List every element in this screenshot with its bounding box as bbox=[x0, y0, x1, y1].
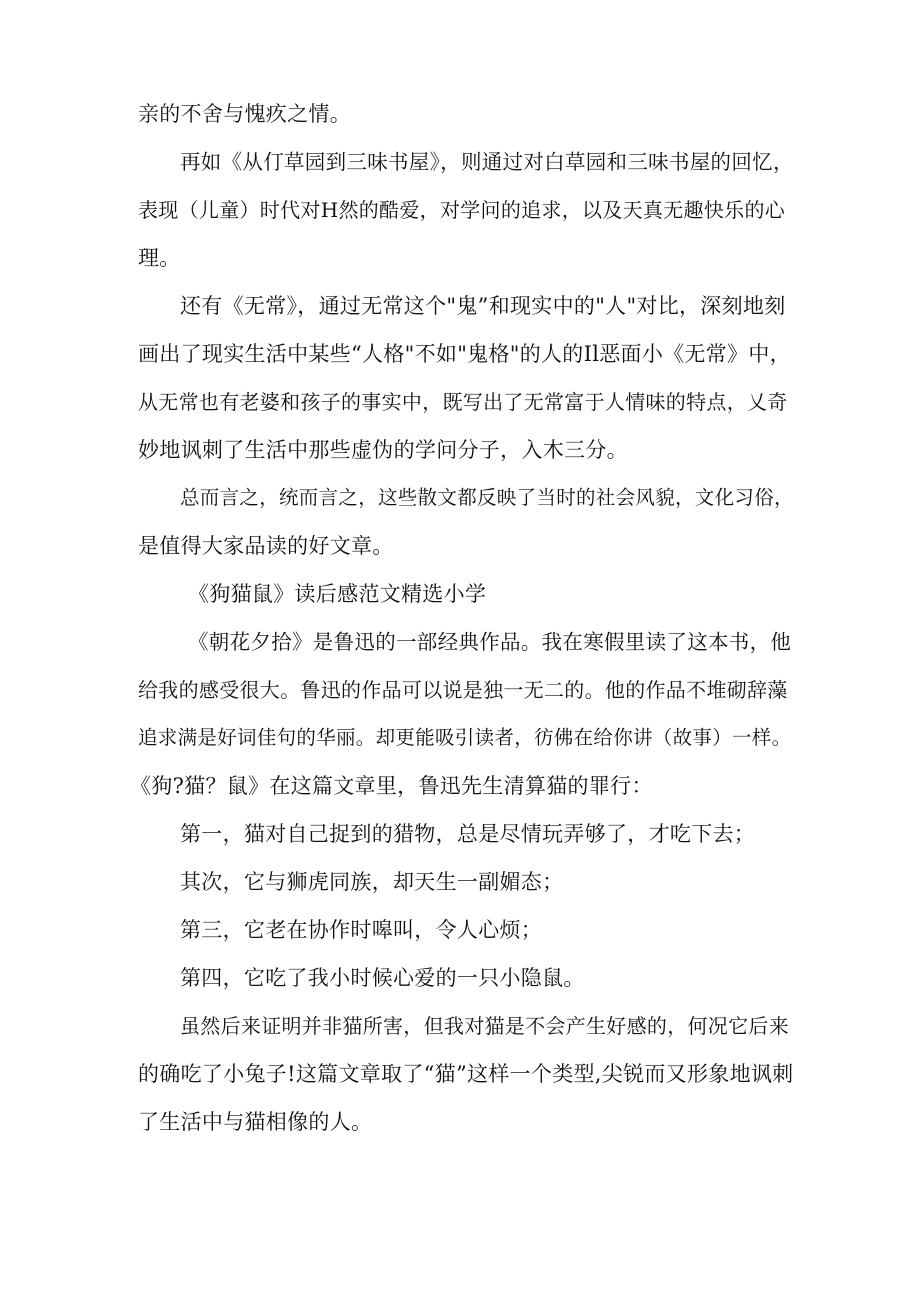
text-line: 的确吃了小兔子!这篇文章取了“猫”这样一个类型,尖锐而又形象地讽刺 bbox=[138, 1062, 794, 1086]
text-line: 表现（儿童）时代对H然的酷爱，对学问的追求，以及天真无趣快乐的心 bbox=[138, 198, 786, 222]
text-line: 总而言之，统而言之，这些散文都反映了当时的社会风貌，文化习俗， bbox=[180, 486, 794, 509]
text-line: 画出了现实生活中某些“人格"不如"鬼格"的人的Il恶面小《无常》中， bbox=[138, 342, 791, 366]
text-line: 其次，它与狮虎同族，却天生一副媚态； bbox=[180, 870, 564, 894]
text-line: 还有《无常》，通过无常这个"鬼”和现实中的"人"对比，深刻地刻 bbox=[180, 294, 786, 318]
text-line: 给我的感受很大。鲁迅的作品可以说是独一无二的。他的作品不堆砌辞藻 bbox=[138, 678, 788, 702]
text-line: 了生活中与猫相像的人。 bbox=[138, 1110, 373, 1134]
text-line: 第一，猫对自己捉到的猎物，总是尽情玩弄够了，才吃下去； bbox=[180, 822, 756, 846]
text-line: 第三，它老在协作时嗥叫，令人心烦； bbox=[180, 918, 543, 942]
text-line: 再如《从仃草园到三味书屋》，则通过对白草园和三味书屋的回忆， bbox=[180, 150, 794, 174]
text-line: 《朝花夕拾》是鲁迅的一部经典作品。我在寒假里读了这本书，他 bbox=[188, 630, 792, 654]
text-line: 是值得大家品读的好文章。 bbox=[138, 534, 394, 558]
text-line: 《狗?猫？鼠》在这篇文章里，鲁迅先生清算猫的罪行： bbox=[130, 774, 653, 798]
text-line: 追求满是好词佳句的华丽。却更能吸引读者，彷佛在给你讲（故事）一样。 bbox=[138, 726, 792, 749]
text-line: 妙地讽刺了生活中那些虚伪的学问分子，入木三分。 bbox=[138, 438, 628, 462]
text-line: 从无常也有老婆和孩子的事实中，既写出了无常富于人情味的特点，乂奇 bbox=[138, 390, 788, 414]
section-heading: 《狗猫鼠》读后感范文精选小学 bbox=[188, 582, 487, 606]
text-line: 虽然后来证明并非猫所害，但我对猫是不会产生好感的，何况它后来 bbox=[180, 1014, 789, 1038]
text-line: 第四，它吃了我小时候心爱的一只小隐鼠。 bbox=[180, 966, 585, 990]
text-line: 理。 bbox=[138, 246, 181, 270]
text-line: 亲的不舍与愧疚之情。 bbox=[138, 102, 351, 126]
